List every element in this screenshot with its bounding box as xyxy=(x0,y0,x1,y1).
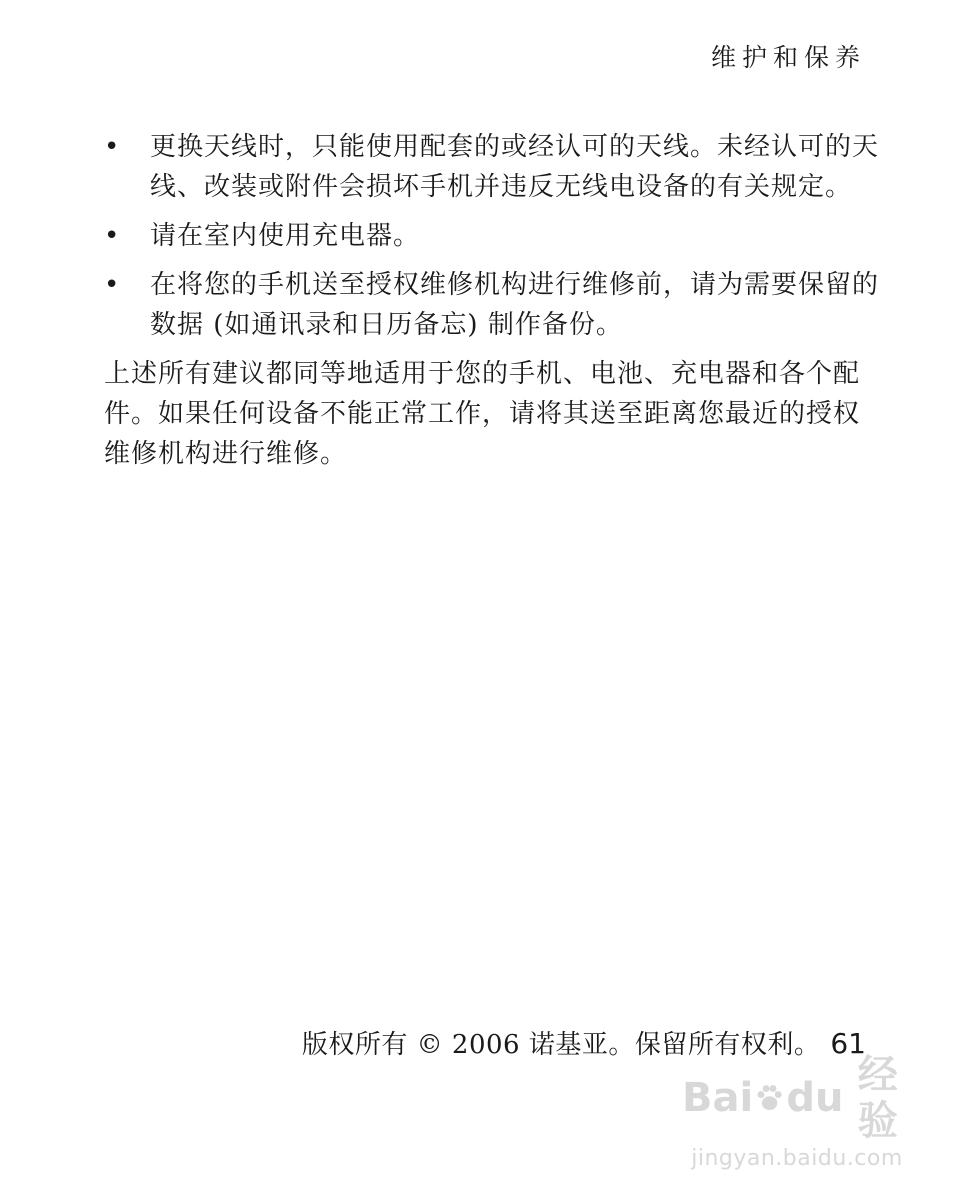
section-title: 维护和保养 xyxy=(710,43,866,72)
paw-icon xyxy=(755,1081,784,1115)
bullet-icon: • xyxy=(104,132,121,162)
page-number: 61 xyxy=(830,1027,866,1060)
summary-paragraph: 上述所有建议都同等地适用于您的手机、电池、充电器和各个配件。如果任何设备不能正常工作，请将其送至距离您最近的授权维修机构进行维修。 xyxy=(104,359,861,469)
watermark-logo xyxy=(682,1052,912,1144)
list-item xyxy=(104,216,879,256)
list-item-text: 请在室内使用充电器。 xyxy=(150,221,421,251)
list-item-text: 更换天线时，只能使用配套的或经认可的天线。未经认可的天线、改装或附件会损坏手机并违反无线电设备的有关规定。 xyxy=(150,132,880,202)
bullet-icon: • xyxy=(104,270,121,300)
bullet-list xyxy=(104,127,879,345)
watermark-logo-suffix: 经验 xyxy=(857,1052,898,1144)
baidu-watermark xyxy=(682,1052,912,1174)
watermark-logo-text-left: Bai xyxy=(682,1075,754,1121)
list-item-text: 在将您的手机送至授权维修机构进行维修前，请为需要保留的数据 (如通讯录和日历备忘) 制作备份。 xyxy=(150,270,880,340)
copyright-notice: 版权所有 © 2006 诺基亚。保留所有权利。 xyxy=(301,1030,821,1060)
list-item xyxy=(104,127,879,207)
page-footer xyxy=(302,1024,866,1061)
watermark-url: jingyan.baidu.com xyxy=(691,1146,903,1171)
bullet-icon: • xyxy=(104,221,121,251)
list-item xyxy=(104,265,879,345)
watermark-logo-text-right: du xyxy=(786,1075,844,1121)
page-content xyxy=(104,127,879,474)
